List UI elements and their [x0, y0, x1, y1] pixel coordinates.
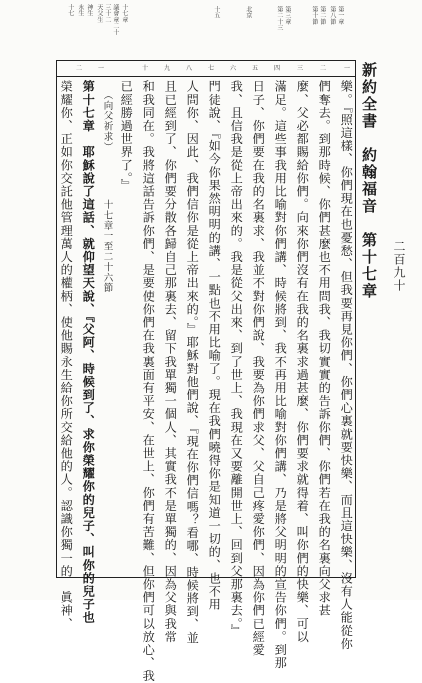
text-column: 且已經到了、你們要分散各歸自己那裏去、留下我單獨一個人、其實我不是單獨的、因為父與我常: [163, 80, 178, 644]
book-title: 新約全書: [360, 62, 378, 130]
margin-note: 第八節: [328, 6, 336, 25]
verse-marker: 一: [344, 65, 351, 72]
margin-note: 第二十三: [275, 6, 283, 32]
verse-marker: 五: [252, 65, 259, 72]
text-column: 麼、父必都賜給你們。向來你們沒有在我的名裏求過甚麼、你們要求就得着、叫你們的快樂、可以: [295, 80, 310, 644]
verse-marker: 八: [186, 65, 193, 72]
text-column: 門徒說、『如今你果然明明的講、一點也不用比喻了。現在我們曉得你是知道一切的、也不用: [207, 80, 222, 611]
verse-marker: 六: [230, 65, 237, 72]
verse-marker: 四: [274, 65, 281, 72]
margin-note: 十五: [212, 6, 220, 19]
verse-marker: 七: [208, 65, 215, 72]
text-column: 已經勝過世界了。』: [119, 80, 134, 192]
text-column: 第十七章 耶穌說了這話、就仰望天說、『父阿、時候到了、求你榮耀你的兒子、叫你的兒子也: [81, 80, 96, 625]
text-column: 們奪去。到那時候、你們甚麼也不用問我、我切實實的告訴你們、你們若在我的名裏向父求甚: [317, 80, 332, 618]
verse-marker: 十: [142, 65, 149, 72]
section-heading: （向父祈求） 十七章一至二十六節: [101, 90, 113, 294]
margin-note: 議會章二十: [111, 4, 119, 36]
page-number: 二百九十: [392, 240, 406, 292]
text-column: 我、且信我是從上帝出來的。我是從父出來、到了世上、我現在又要離開世上、回到父那裏去。』: [229, 80, 244, 638]
header-rule: [56, 76, 356, 77]
margin-note: 永生: [76, 4, 84, 17]
margin-note: 十七: [66, 4, 74, 17]
margin-note: 第十節: [310, 6, 318, 25]
text-frame: [56, 60, 356, 578]
margin-note: 第一章: [336, 6, 344, 25]
verse-marker: 三: [297, 65, 304, 72]
text-column: 人問你、因此、我們信你是從上帝出來的。』耶穌對他們說、『現在你們信嗎？看哪、時候將到、並: [185, 80, 200, 645]
text-column: 和我同在。我將這話告訴你們、是要使你們在我裏面有平安、在世上、你們有苦難、但你們可以放心、我: [141, 80, 156, 683]
margin-note: 天父生: [95, 4, 103, 23]
gospel-title: 約翰福音: [360, 147, 378, 215]
margin-note: 北京: [244, 6, 252, 19]
chapter-title: 第十七章: [360, 232, 378, 300]
text-column: 榮耀你、正如你交託他管理萬人的權柄、使他賜永生給你所交給他的人。認識你獨一的 眞神、: [59, 80, 74, 631]
text-column: 滿足。這些事我用比喻對你們講、時候將到、我不再用比喻對你們講、乃是將父明明的宣告你們。到那: [273, 80, 288, 670]
text-column: 日子、你們要在我的名裏求、我並不對你們說、我要為你們求父、父自己疼愛你們、因為你們已經愛: [251, 80, 266, 657]
verse-marker: 一: [98, 65, 105, 72]
verse-marker: 九: [164, 65, 171, 72]
verse-marker: 二: [320, 65, 327, 72]
margin-note: 三十二: [103, 4, 111, 23]
margin-note: 第三章: [283, 6, 291, 25]
margin-note: 十七章: [120, 4, 128, 23]
verse-marker: 二: [76, 65, 83, 72]
margin-note: 第二節: [318, 6, 326, 25]
running-header: [361, 62, 376, 300]
margin-note: 神生: [85, 4, 93, 17]
text-column: 樂。『照這樣、你們現在也憂愁、但我要再見你們、你們心裏就要快樂、而且這快樂、沒有人能從你: [339, 80, 354, 651]
